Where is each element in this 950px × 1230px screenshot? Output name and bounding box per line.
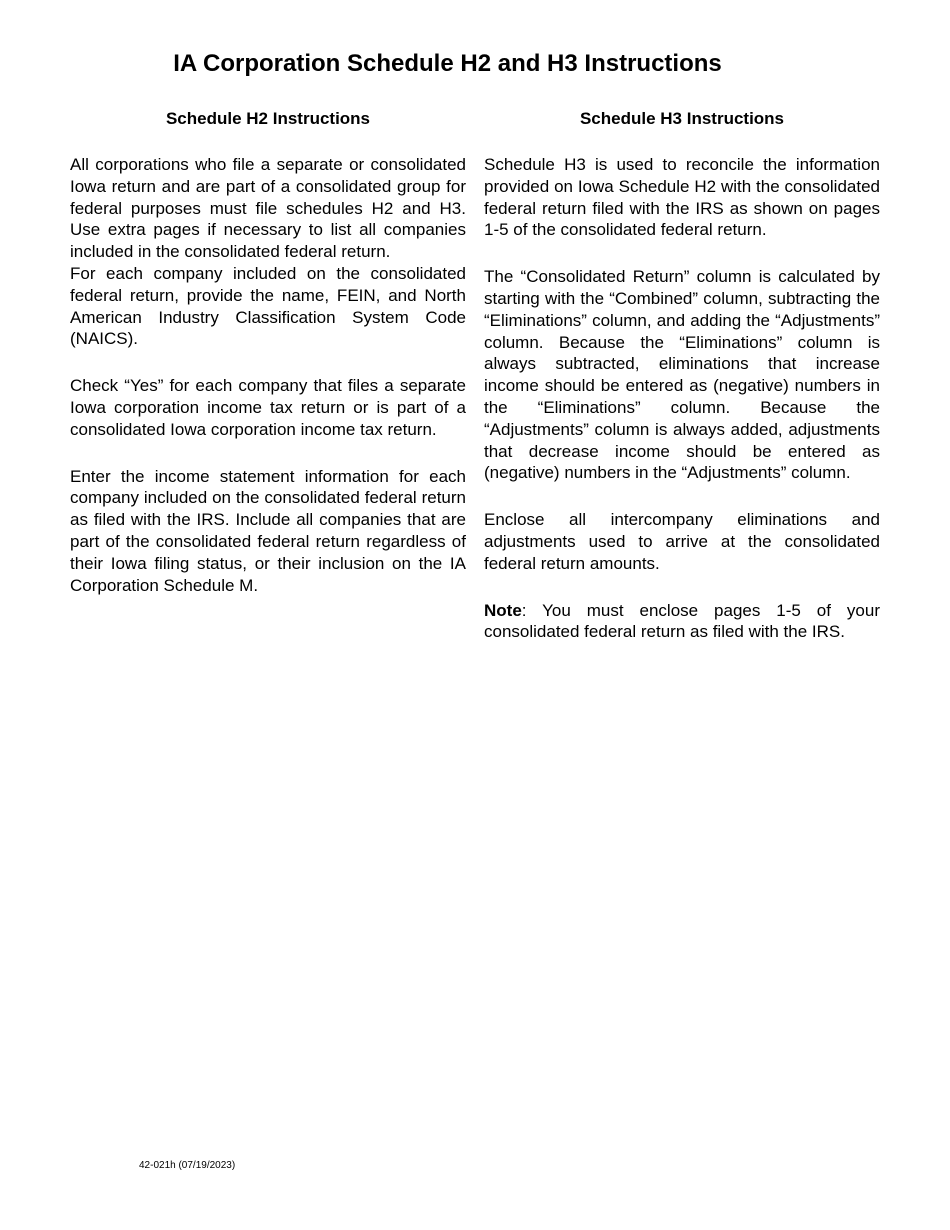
form-code: 42-021h (07/19/2023) bbox=[139, 1160, 236, 1171]
h2-paragraph-company-info: For each company included on the consolidated federal return, provide the name, FEIN, and North American Industry Classification System Code (NAICS). bbox=[70, 263, 466, 349]
schedule-h2-column bbox=[70, 108, 466, 596]
h3-note bbox=[484, 600, 880, 644]
h3-paragraph-reconcile: Schedule H3 is used to reconcile the information provided on Iowa Schedule H2 with the consolidated federal return filed with the IRS as shown on pages 1-5 of the consolidated federal return. bbox=[484, 155, 880, 240]
h2-paragraph-check-yes: Check “Yes” for each company that files a separate Iowa corporation income tax return or is part of a consolidated Iowa corporation income tax return. bbox=[70, 376, 466, 439]
h2-paragraph-filing-requirement: All corporations who file a separate or consolidated Iowa return and are part of a consolidated group for federal purposes must file schedules H2 and H3. Use extra pages if necessary to list all companies included in the consolidated federal return. bbox=[70, 155, 466, 262]
h2-paragraph-income-statement: Enter the income statement information for each company included on the consolidated federal return as filed with the IRS. Include all companies that are part of the consolidated federal return regardless of their Iowa filing status, or their inclusion on the IA Corporation Schedule M. bbox=[70, 466, 466, 595]
schedule-h3-heading: Schedule H3 Instructions bbox=[579, 109, 785, 128]
h3-note-text: : You must enclose pages 1-5 of your consolidated federal return as filed with the IRS. bbox=[484, 600, 880, 642]
schedule-h2-heading: Schedule H2 Instructions bbox=[165, 109, 371, 128]
h3-paragraph-enclose-eliminations: Enclose all intercompany eliminations and adjustments used to arrive at the consolidated federal return amounts. bbox=[484, 510, 880, 573]
h3-note-label: Note bbox=[484, 600, 522, 620]
schedule-h3-column bbox=[484, 108, 880, 643]
document-title: IA Corporation Schedule H2 and H3 Instructions bbox=[173, 50, 722, 77]
h3-paragraph-consolidated-column: The “Consolidated Return” column is calculated by starting with the “Combined” column, subtracting the “Eliminations” column, and adding the “Adjustments” column. Because the “Eliminations” column is always subtracted, eliminations that increase income should be entered as (negative) numbers in the “Eliminations” column. Because the “Adjustments” column is always added, adjustments that decrease income should be entered as (negative) numbers in the “Adjustments” column. bbox=[484, 267, 880, 483]
